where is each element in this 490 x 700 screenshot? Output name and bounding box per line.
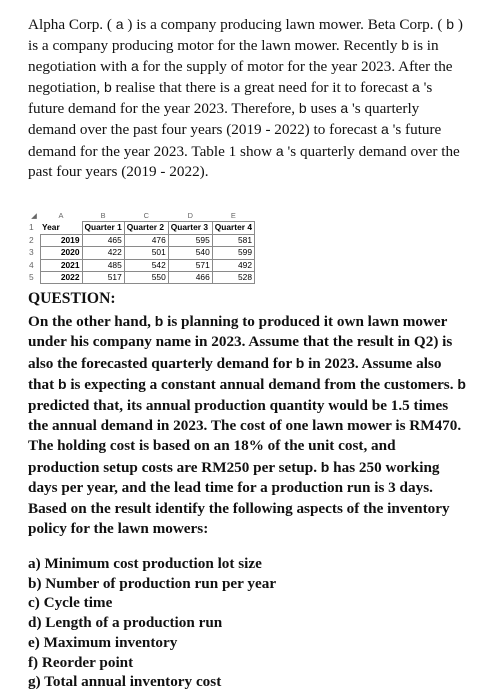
row-number: 3 xyxy=(29,247,34,258)
value-cell: 466 xyxy=(168,272,212,284)
var-a: a xyxy=(411,79,420,96)
value-cell: 571 xyxy=(168,259,212,271)
question-text: is expecting a constant annual demand from the customers. xyxy=(70,376,454,394)
value-cell: 595 xyxy=(168,234,212,246)
row-number: 4 xyxy=(29,259,34,270)
row-number: 2 xyxy=(29,234,34,245)
year-cell: 2020 xyxy=(40,247,82,259)
question-text: has 250 working days per year, and the lead time for a production run is 3 days. Based on the result identify the following aspects of the inventory policy for the lawn mowers: xyxy=(28,458,450,538)
header-cell: Quarter 3 xyxy=(168,222,212,234)
list-item: c) Cycle time xyxy=(28,594,113,612)
value-cell: 599 xyxy=(212,247,254,259)
value-cell: 501 xyxy=(124,247,168,259)
var-b: b xyxy=(457,376,466,393)
value-cell: 476 xyxy=(124,234,168,246)
value-cell: 422 xyxy=(82,247,124,259)
intro-text: 's quarterly demand over the past four years (2019 - 2022) to forecast xyxy=(28,100,420,139)
column-letter: B xyxy=(100,211,106,220)
var-a: a xyxy=(115,16,124,32)
intro-text: 's future demand for the year 2023. Therefore, xyxy=(28,79,433,118)
intro-text: realise that there is a great need for it to forecast xyxy=(115,79,409,97)
column-letter-row xyxy=(28,210,255,222)
value-cell: 550 xyxy=(124,272,168,284)
var-a: a xyxy=(340,100,349,117)
value-cell: 492 xyxy=(212,259,254,271)
var-a: a xyxy=(381,121,389,138)
intro-text: uses xyxy=(310,100,337,118)
value-cell: 485 xyxy=(82,259,124,271)
header-row xyxy=(28,222,255,234)
intro-text: ) is a company producing motor for the lawn mower. Recently xyxy=(28,16,463,55)
intro-text: 's future demand for the year 2023. Table 1 show xyxy=(28,121,442,160)
table-row xyxy=(28,272,255,284)
var-b: b xyxy=(154,313,164,329)
var-b: b xyxy=(320,458,330,475)
value-cell: 542 xyxy=(124,259,168,271)
value-cell: 465 xyxy=(82,234,124,246)
column-letter: D xyxy=(187,211,193,220)
question-title: QUESTION: xyxy=(28,290,116,307)
value-cell: 540 xyxy=(168,247,212,259)
column-letter: C xyxy=(143,211,149,220)
list-item: d) Length of a production run xyxy=(28,614,223,632)
table-row xyxy=(28,259,255,271)
year-cell: 2019 xyxy=(40,234,82,246)
var-b: b xyxy=(57,376,67,393)
list-item: b) Number of production run per year xyxy=(28,574,277,592)
list-item: e) Maximum inventory xyxy=(28,633,178,651)
intro-text: is in negotiation with xyxy=(28,37,439,76)
intro-text: 's quarterly demand over the past four years (2019 - 2022). xyxy=(28,142,460,180)
list-item: g) Total annual inventory cost xyxy=(28,673,222,691)
year-cell: 2022 xyxy=(40,272,82,284)
header-cell: Quarter 2 xyxy=(124,222,168,234)
year-cell: 2021 xyxy=(40,259,82,271)
question-text: On the other hand, xyxy=(28,313,151,330)
question-body xyxy=(28,311,468,539)
var-a: a xyxy=(130,58,139,75)
intro-paragraph xyxy=(28,14,468,182)
table-row xyxy=(28,234,255,246)
value-cell: 517 xyxy=(82,272,124,284)
value-cell: 581 xyxy=(212,234,254,246)
question-items-list xyxy=(28,554,276,692)
row-number: 1 xyxy=(29,222,34,233)
var-b: b xyxy=(401,37,410,54)
var-b: b xyxy=(295,354,305,371)
column-letter: A xyxy=(58,211,64,221)
question-text: in 2023. Assume also that xyxy=(28,354,442,394)
header-cell: Year xyxy=(42,222,60,233)
intro-text: Alpha Corp. ( xyxy=(28,16,112,33)
list-item: a) Minimum cost production lot size xyxy=(28,555,262,572)
question-text: predicted that, its annual production quantity would be 1.5 times the annual demand in 2023. The cost of one lawn mower is RM470. The holding cost is based on an 18% of the unit cost, and production setup costs are RM250 per setup. xyxy=(28,396,462,476)
intro-text: for the supply of motor for the year 2023. After the negotiation, xyxy=(28,58,453,97)
var-a: a xyxy=(275,142,284,159)
intro-text: ) is a company producing lawn mower. Beta Corp. ( xyxy=(127,16,443,33)
table-row xyxy=(28,247,255,259)
list-item: f) Reorder point xyxy=(28,653,134,671)
value-cell: 528 xyxy=(212,272,254,284)
spreadsheet-table xyxy=(28,210,255,284)
row-number: 5 xyxy=(29,272,34,283)
var-b: b xyxy=(298,100,307,117)
sheet-corner: ◢ xyxy=(31,211,37,221)
header-cell: Quarter 4 xyxy=(212,222,254,234)
var-b: b xyxy=(103,79,112,96)
header-cell: Quarter 1 xyxy=(82,222,124,234)
column-letter: E xyxy=(230,211,236,220)
var-b: b xyxy=(446,16,455,32)
question-text: is planning to produced it own lawn mower under his company name in 2023. Assume that the result in Q2) is also the forecasted quarterly demand for xyxy=(28,313,453,372)
